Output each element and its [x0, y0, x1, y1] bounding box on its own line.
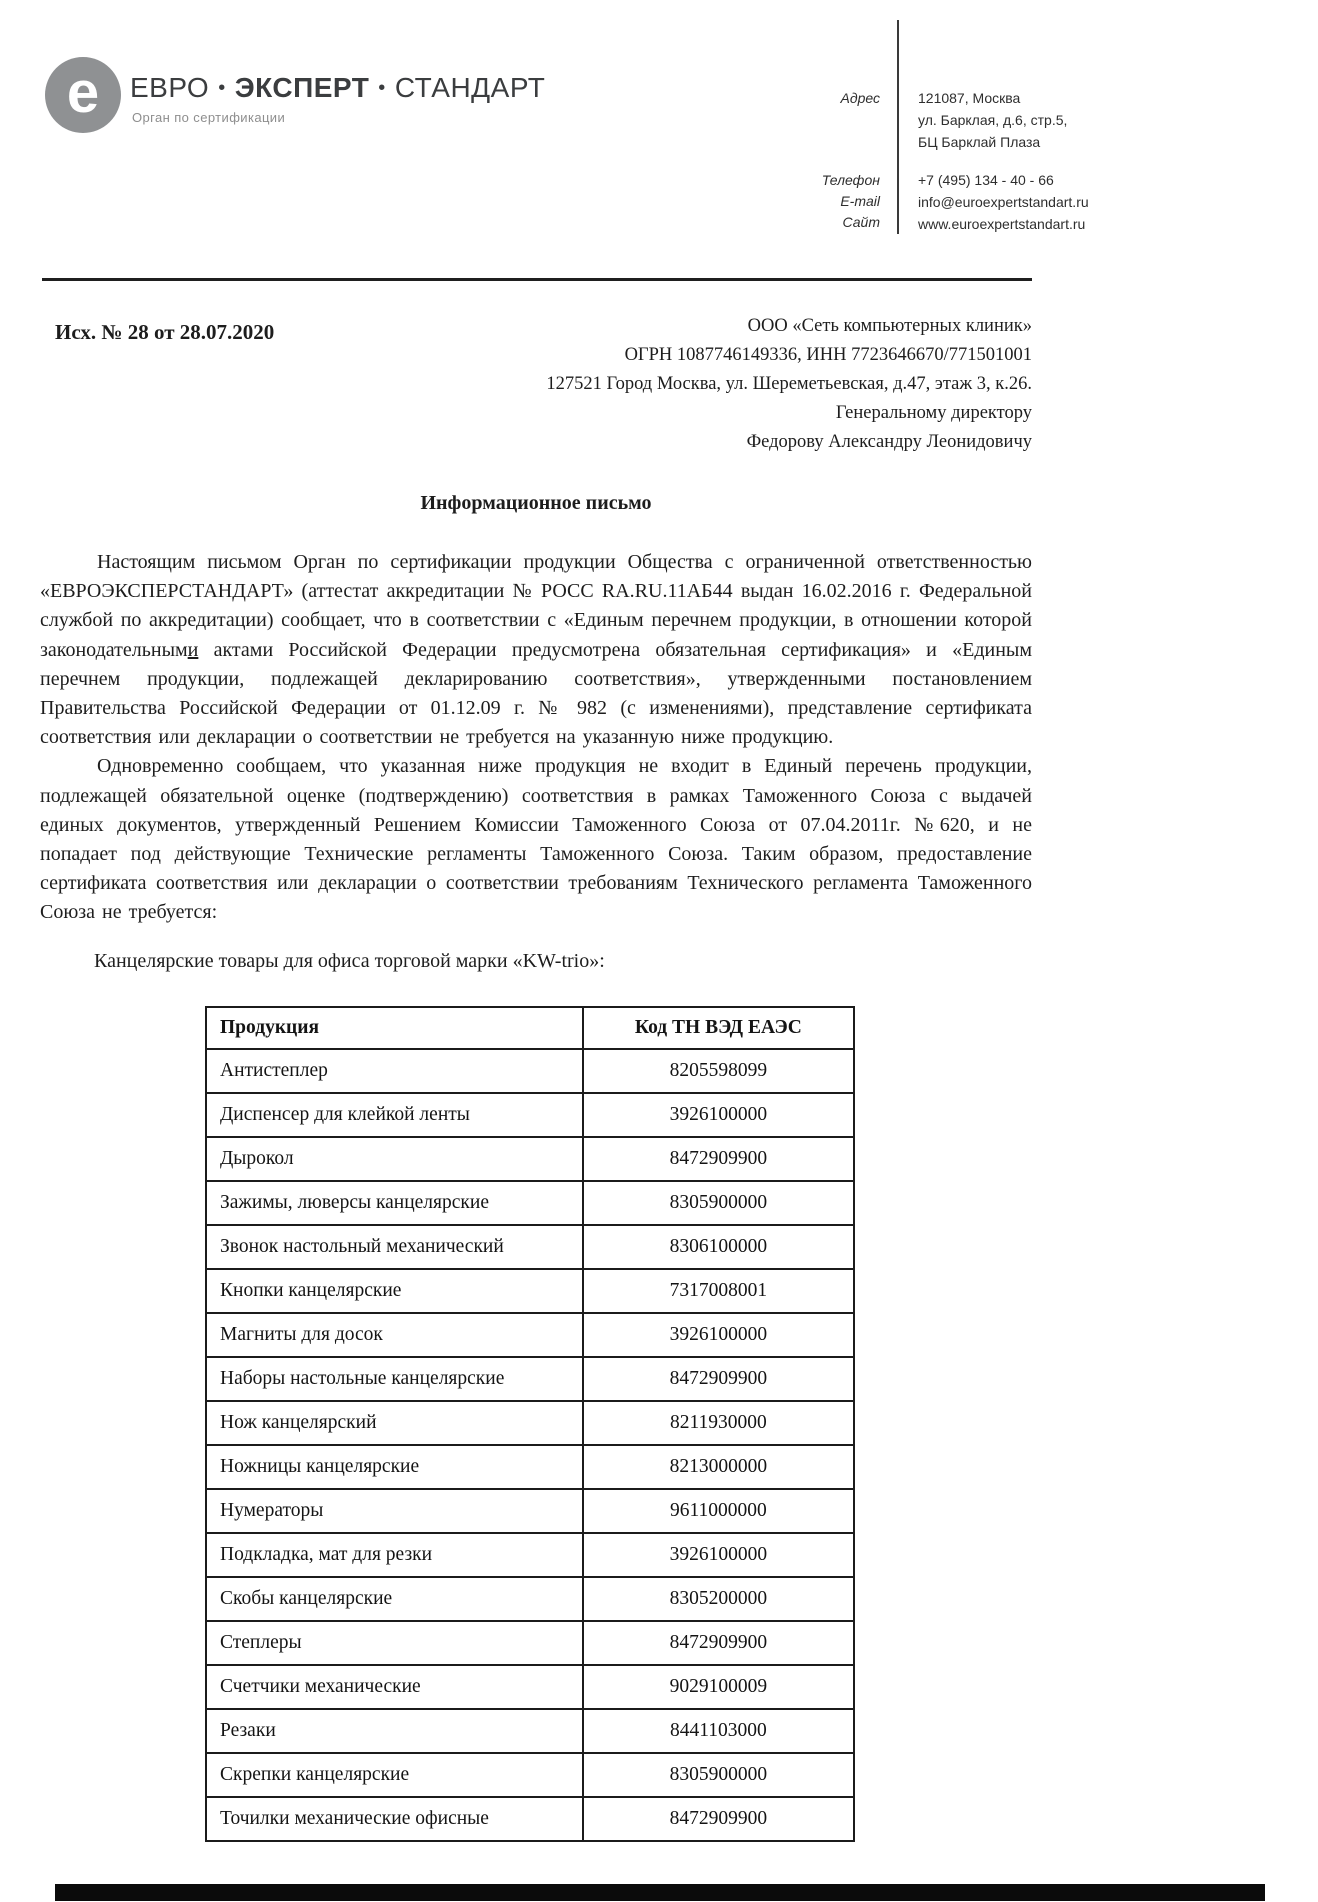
- product-name: Наборы настольные канцелярские: [206, 1357, 583, 1401]
- logo-e-icon: e: [66, 60, 100, 125]
- brand-subtitle: Орган по сертификации: [132, 110, 286, 125]
- letter-body: [40, 548, 1032, 928]
- scan-artifact-bar: [55, 1884, 1265, 1901]
- paragraph-1-underlined: и: [187, 638, 199, 661]
- product-code: 9029100009: [583, 1665, 854, 1709]
- product-name: Дырокол: [206, 1137, 583, 1181]
- table-row: [206, 1753, 854, 1797]
- product-name: Нож канцелярский: [206, 1401, 583, 1445]
- product-code: 8472909900: [583, 1621, 854, 1665]
- column-header-product: Продукция: [206, 1007, 583, 1049]
- table-row: [206, 1401, 854, 1445]
- product-name: Нумераторы: [206, 1489, 583, 1533]
- brand-word-1: ЕВРО: [130, 72, 210, 103]
- brand-name: [130, 72, 545, 104]
- table-row: [206, 1577, 854, 1621]
- product-name: Ножницы канцелярские: [206, 1445, 583, 1489]
- table-header-row: [206, 1007, 854, 1049]
- table-row: [206, 1665, 854, 1709]
- contact-divider: [897, 20, 899, 234]
- recipient-position: Генеральному директору: [835, 403, 1032, 423]
- address-line: ул. Барклая, д.6, стр.5,: [918, 112, 1068, 128]
- table-row: [206, 1797, 854, 1841]
- paragraph-1-text: актами Российской Федерации предусмотрена обязательная сертификация» и «Единым перечнем продукции, подлежащей декларированию соответствия», утвержденными постановлением Правительства Российской Федерации от 01.12.09 г. № 982 (с изменениями), представление сертификата соответствия или декларации о соответствии не требуется на указанную ниже продукцию.: [40, 638, 1032, 749]
- brand-separator-icon: •: [218, 77, 226, 99]
- table-row: [206, 1533, 854, 1577]
- product-name: Зажимы, люверсы канцелярские: [206, 1181, 583, 1225]
- product-name: Антистеплер: [206, 1049, 583, 1093]
- product-name: Звонок настольный механический: [206, 1225, 583, 1269]
- product-name: Резаки: [206, 1709, 583, 1753]
- product-code: 8305900000: [583, 1753, 854, 1797]
- paragraph-1: [40, 548, 1032, 752]
- brand-word-2: ЭКСПЕРТ: [234, 72, 370, 103]
- column-header-code: Код ТН ВЭД ЕАЭС: [583, 1007, 854, 1049]
- header-rule: [42, 278, 1032, 281]
- recipient-ogrn-inn: ОГРН 1087746149336, ИНН 7723646670/771501001: [624, 345, 1032, 365]
- site-value: www.euroexpertstandart.ru: [918, 216, 1086, 232]
- address-line: 121087, Москва: [918, 90, 1021, 106]
- product-name: Скобы канцелярские: [206, 1577, 583, 1621]
- recipient-person: Федорову Александру Леонидовичу: [746, 432, 1032, 452]
- product-code: 8305200000: [583, 1577, 854, 1621]
- address-label: Адрес: [840, 90, 880, 106]
- product-code: 3926100000: [583, 1313, 854, 1357]
- table-row: [206, 1445, 854, 1489]
- products-intro: Канцелярские товары для офиса торговой марки «KW-trio»:: [94, 950, 605, 972]
- product-code: 9611000000: [583, 1489, 854, 1533]
- table-row: [206, 1225, 854, 1269]
- document-title: Информационное письмо: [420, 492, 652, 514]
- company-logo: [45, 57, 121, 133]
- site-label: Сайт: [842, 214, 880, 230]
- product-code: 8213000000: [583, 1445, 854, 1489]
- product-code: 8472909900: [583, 1797, 854, 1841]
- table-row: [206, 1269, 854, 1313]
- brand-separator-icon: •: [378, 77, 386, 99]
- product-name: Точилки механические офисные: [206, 1797, 583, 1841]
- table-row: [206, 1313, 854, 1357]
- table-row: [206, 1709, 854, 1753]
- product-codes-table: [205, 1006, 855, 1842]
- product-code: 8441103000: [583, 1709, 854, 1753]
- table-row: [206, 1489, 854, 1533]
- paragraph-2: Одновременно сообщаем, что указанная ниже продукция не входит в Единый перечень продукции, подлежащей обязательной оценке (подтверждению) соответствия в рамках Таможенного Союза с выдачей единых документов, утвержденный Решением Комиссии Таможенного Союза от 07.04.2011г. №620, и не попадает под действующие Технические регламенты Таможенного Союза. Таким образом, предоставление сертификата соответствия или декларации о соответствии требованиям Технического регламента Таможенного Союза не требуется:: [40, 755, 1032, 924]
- recipient-address: 127521 Город Москва, ул. Шереметьевская, д.47, этаж 3, к.26.: [546, 374, 1032, 394]
- product-code: 3926100000: [583, 1093, 854, 1137]
- recipient-company: ООО «Сеть компьютерных клиник»: [747, 316, 1032, 336]
- product-code: 8472909900: [583, 1137, 854, 1181]
- product-name: Магниты для досок: [206, 1313, 583, 1357]
- product-code: 8472909900: [583, 1357, 854, 1401]
- product-code: 8205598099: [583, 1049, 854, 1093]
- product-name: Скрепки канцелярские: [206, 1753, 583, 1797]
- product-code: 3926100000: [583, 1533, 854, 1577]
- table-row: [206, 1621, 854, 1665]
- address-line: БЦ Барклай Плаза: [918, 134, 1041, 150]
- product-code: 8306100000: [583, 1225, 854, 1269]
- outgoing-ref-number: Исх. № 28 от 28.07.2020: [55, 320, 275, 344]
- product-name: Счетчики механические: [206, 1665, 583, 1709]
- product-name: Подкладка, мат для резки: [206, 1533, 583, 1577]
- email-label: E-mail: [840, 193, 880, 209]
- phone-value: +7 (495) 134 - 40 - 66: [918, 172, 1054, 188]
- recipient-block: [420, 312, 1032, 457]
- product-name: Степлеры: [206, 1621, 583, 1665]
- phone-label: Телефон: [821, 172, 880, 188]
- table-row: [206, 1093, 854, 1137]
- table-row: [206, 1357, 854, 1401]
- table-row: [206, 1049, 854, 1093]
- table-row: [206, 1181, 854, 1225]
- product-code: 8305900000: [583, 1181, 854, 1225]
- contact-values: [918, 87, 1208, 235]
- product-name: Диспенсер для клейкой ленты: [206, 1093, 583, 1137]
- email-value: info@euroexpertstandart.ru: [918, 194, 1089, 210]
- product-code: 8211930000: [583, 1401, 854, 1445]
- paragraph-1-text: Настоящим письмом Орган по сертификации продукции Общества с ограниченной ответственностью «ЕВРОЭКСПЕРСТАНДАРТ» (аттестат аккредитации № РОСС RA.RU.11АБ44 выдан 16.02.2016 г. Федеральной службой по аккредитации) сообщает, что в соответствии с «Единым перечнем продукции, в отношении которой законодательным: [40, 551, 1032, 661]
- table-row: [206, 1137, 854, 1181]
- product-name: Кнопки канцелярские: [206, 1269, 583, 1313]
- product-code: 7317008001: [583, 1269, 854, 1313]
- contact-labels: [690, 88, 880, 233]
- brand-word-3: СТАНДАРТ: [394, 72, 546, 103]
